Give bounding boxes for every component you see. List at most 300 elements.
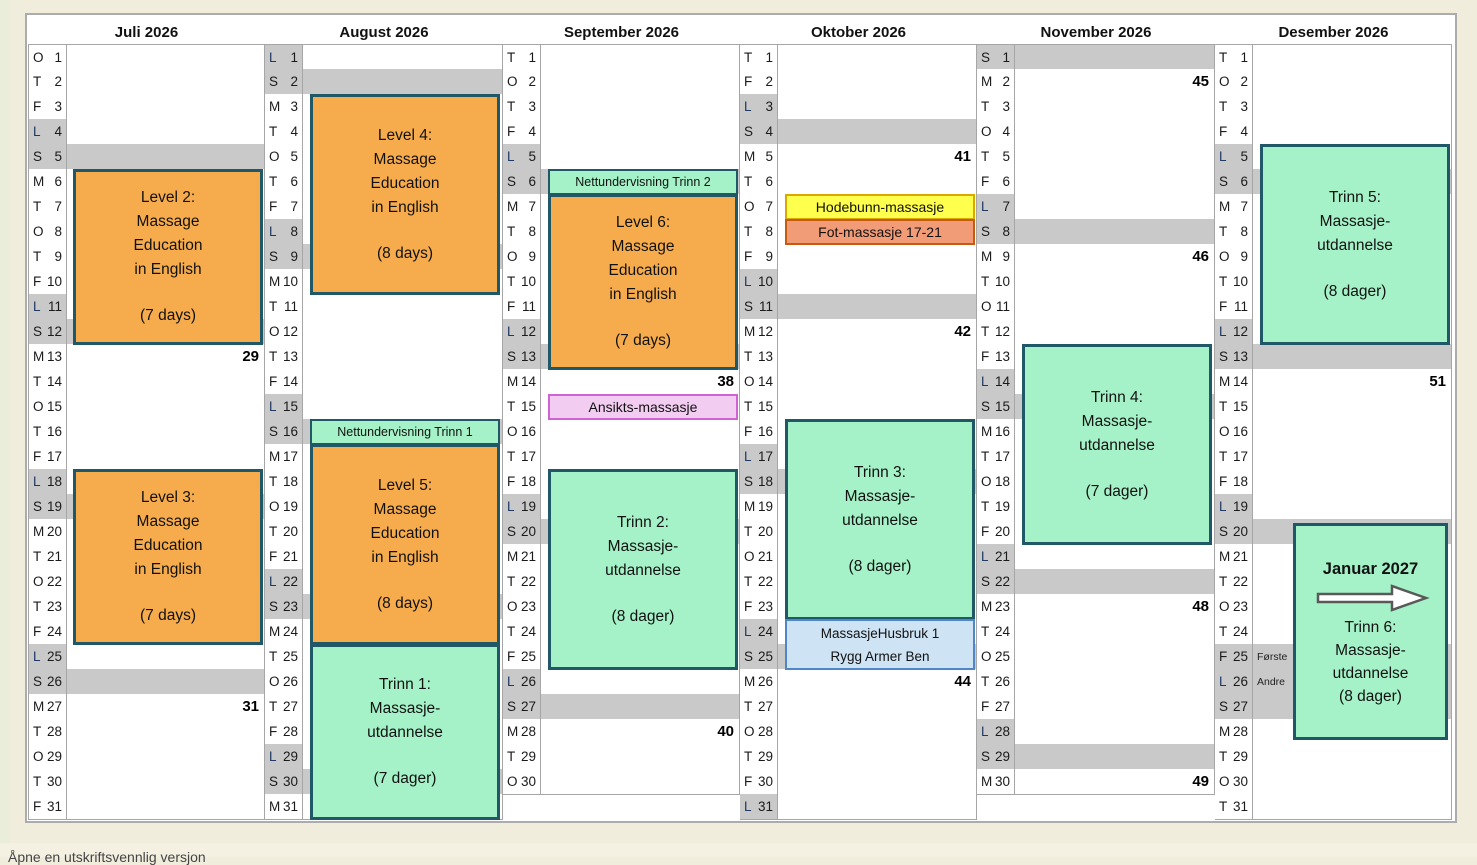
event-level-3[interactable] — [73, 469, 263, 645]
day-cell — [265, 694, 303, 719]
day-row-content — [1253, 494, 1451, 519]
day-row-content — [1253, 69, 1451, 94]
day-cell — [977, 769, 1015, 794]
day-cell — [1215, 194, 1253, 219]
day-letter: O — [507, 74, 518, 89]
day-row-content — [1253, 344, 1451, 369]
day-cell — [740, 294, 778, 319]
day-number: 2 — [290, 74, 298, 89]
day-row-content — [778, 94, 976, 119]
day-number: 22 — [994, 574, 1010, 589]
day-number: 15 — [282, 399, 298, 414]
day-row — [740, 169, 977, 195]
day-row — [740, 744, 977, 770]
day-number: 9 — [290, 249, 298, 264]
day-cell — [503, 94, 541, 119]
day-letter: L — [269, 399, 277, 414]
week-number: 48 — [1192, 598, 1209, 615]
day-cell — [503, 169, 541, 194]
event-ansikts-massasje[interactable] — [548, 394, 738, 420]
day-letter: T — [1219, 49, 1228, 65]
day-cell — [503, 269, 541, 294]
day-cell — [1215, 319, 1253, 344]
day-letter: L — [1219, 499, 1227, 514]
day-cell — [740, 544, 778, 569]
day-letter: O — [744, 549, 755, 564]
day-cell — [265, 45, 303, 69]
event-text-line: Massasje- — [1335, 641, 1406, 659]
day-cell — [1215, 419, 1253, 444]
day-number: 16 — [520, 424, 536, 439]
day-row-content — [1015, 69, 1214, 94]
day-cell — [29, 344, 67, 369]
day-number: 8 — [765, 224, 773, 239]
day-cell — [1215, 169, 1253, 194]
day-row — [977, 769, 1215, 795]
month-title-oktober-2026: Oktober 2026 — [810, 24, 907, 41]
day-cell — [740, 719, 778, 744]
day-letter: T — [1219, 799, 1228, 814]
event-text-line: (7 days) — [140, 607, 196, 624]
day-cell — [503, 444, 541, 469]
event-text-line: (7 dager) — [1085, 482, 1149, 500]
day-letter: F — [507, 474, 516, 489]
day-row — [977, 244, 1215, 270]
day-letter: M — [981, 249, 993, 264]
day-number: 13 — [46, 349, 62, 364]
day-number: 31 — [1232, 799, 1248, 814]
day-cell — [265, 769, 303, 794]
day-cell — [977, 594, 1015, 619]
day-letter: M — [1219, 199, 1231, 214]
event-text-line: Massage — [611, 238, 675, 255]
day-row-content — [1253, 394, 1451, 419]
event-text-line: Massasje- — [1319, 212, 1391, 230]
week-number: 40 — [717, 723, 734, 740]
day-number: 25 — [46, 649, 62, 664]
day-cell — [265, 644, 303, 669]
day-number: 8 — [54, 224, 62, 239]
day-number: 21 — [282, 549, 298, 564]
day-letter: O — [1219, 774, 1230, 789]
day-letter: S — [33, 499, 43, 514]
day-row-content — [1015, 294, 1214, 319]
event-text-line: MassasjeHusbruk 1 — [820, 625, 940, 641]
day-number: 18 — [46, 474, 62, 489]
day-letter: O — [33, 574, 44, 589]
day-number: 18 — [282, 474, 298, 489]
day-row-content — [778, 669, 976, 694]
bottom-link[interactable]: Åpne en utskriftsvennlig versjon — [8, 849, 206, 865]
day-row-content — [1015, 244, 1214, 269]
event-level-6[interactable] — [548, 194, 738, 370]
day-row-content — [1015, 669, 1214, 694]
day-row-content — [1253, 469, 1451, 494]
day-cell — [503, 544, 541, 569]
day-letter: T — [981, 274, 990, 289]
day-letter: L — [507, 674, 515, 689]
day-letter: L — [981, 199, 989, 214]
day-letter: O — [507, 774, 518, 789]
day-number: 8 — [1002, 224, 1010, 239]
event-text-line: Ansikts-massasje — [588, 399, 698, 415]
day-cell — [29, 444, 67, 469]
day-row-content — [67, 794, 264, 819]
event-januar-2027[interactable] — [1293, 523, 1448, 740]
week-number: 42 — [954, 323, 971, 340]
day-cell — [1215, 394, 1253, 419]
day-number: 28 — [282, 724, 298, 739]
day-letter: S — [981, 574, 991, 589]
day-row-content — [67, 444, 264, 469]
day-cell — [503, 519, 541, 544]
day-number: 25 — [994, 649, 1010, 664]
day-row-content — [1015, 144, 1214, 169]
day-letter: M — [507, 374, 519, 389]
day-letter: S — [33, 674, 43, 689]
day-letter: F — [33, 449, 42, 464]
day-number: 5 — [765, 149, 773, 164]
day-row — [977, 294, 1215, 320]
day-letter: L — [744, 624, 752, 639]
day-row-content — [1015, 719, 1214, 744]
day-letter: F — [33, 799, 42, 814]
event-trinn-4[interactable] — [1022, 344, 1212, 545]
day-number: 7 — [54, 199, 62, 214]
right-arrow-icon — [1312, 583, 1430, 613]
event-text-line: Education — [370, 174, 440, 192]
day-cell — [740, 45, 778, 69]
day-number: 27 — [757, 699, 773, 714]
day-cell — [265, 369, 303, 394]
event-text-line: utdannelse — [842, 511, 918, 529]
day-letter: T — [507, 49, 516, 65]
event-text-line — [313, 745, 497, 767]
event-text-line: utdannelse — [1079, 436, 1155, 454]
day-row-content — [541, 719, 739, 744]
event-text-line: (8 dager) — [1323, 282, 1387, 300]
event-trinn-1[interactable] — [310, 644, 500, 820]
day-cell — [29, 594, 67, 619]
day-number: 31 — [46, 799, 62, 814]
day-letter: O — [1219, 424, 1230, 439]
day-cell — [740, 769, 778, 794]
day-row — [1215, 44, 1452, 70]
day-letter: L — [269, 224, 277, 239]
day-letter: L — [269, 574, 277, 589]
day-cell — [503, 219, 541, 244]
day-number: 13 — [520, 349, 536, 364]
event-level-2[interactable] — [73, 169, 263, 345]
page-left-margin — [0, 0, 10, 857]
day-row — [28, 94, 265, 120]
day-number: 29 — [520, 749, 536, 764]
event-massasjehusbruk-1[interactable] — [785, 619, 975, 670]
day-row — [28, 394, 265, 420]
day-number: 19 — [46, 499, 62, 514]
day-cell — [265, 219, 303, 244]
day-row-content — [67, 644, 264, 669]
day-number: 9 — [1240, 249, 1248, 264]
day-row — [503, 669, 740, 695]
day-number: 23 — [757, 599, 773, 614]
day-cell — [265, 319, 303, 344]
day-letter: F — [744, 74, 753, 89]
day-number: 12 — [757, 324, 773, 339]
day-letter: M — [507, 549, 519, 564]
day-letter: L — [507, 324, 515, 339]
day-number: 15 — [757, 399, 773, 414]
day-row-content — [67, 394, 264, 419]
day-letter: L — [981, 549, 989, 564]
day-cell — [977, 644, 1015, 669]
day-letter: M — [33, 699, 45, 714]
event-text-line: (8 dager) — [848, 557, 912, 575]
day-cell — [29, 669, 67, 694]
day-letter: L — [981, 724, 989, 739]
day-row — [28, 669, 265, 695]
day-cell — [740, 494, 778, 519]
day-cell — [1215, 569, 1253, 594]
day-row-content — [1015, 694, 1214, 719]
day-cell — [29, 219, 67, 244]
day-cell — [265, 519, 303, 544]
day-letter: F — [269, 724, 278, 739]
day-letter: M — [981, 74, 993, 89]
day-letter: O — [33, 749, 44, 764]
day-cell — [503, 194, 541, 219]
day-number: 19 — [994, 499, 1010, 514]
event-text-line: Hodebunn-massasje — [815, 199, 945, 215]
day-letter: L — [33, 474, 41, 489]
day-letter: M — [1219, 724, 1231, 739]
day-letter: M — [33, 524, 45, 539]
event-hodebunn-massasje[interactable] — [785, 194, 975, 220]
day-number: 27 — [520, 699, 536, 714]
day-cell — [977, 544, 1015, 569]
event-text-line: in English — [609, 286, 677, 303]
event-text-line: (8 days) — [377, 594, 433, 612]
day-row — [740, 369, 977, 395]
event-text-line: Nettundervisning Trinn 2 — [575, 175, 711, 189]
event-trinn-2[interactable] — [548, 469, 738, 670]
day-letter: T — [33, 549, 42, 564]
day-letter: T — [33, 374, 42, 389]
day-cell — [265, 744, 303, 769]
holiday-note: Første — [1257, 650, 1288, 663]
day-letter: T — [744, 49, 753, 65]
event-trinn-3[interactable] — [785, 419, 975, 620]
day-cell — [740, 169, 778, 194]
day-letter: S — [981, 399, 991, 414]
day-number: 10 — [1232, 274, 1248, 289]
day-number: 19 — [757, 499, 773, 514]
day-cell — [977, 294, 1015, 319]
event-fot-massasje-17-21[interactable] — [785, 219, 975, 245]
day-row-content — [303, 294, 502, 319]
day-row-content — [1015, 544, 1214, 569]
day-letter: T — [1219, 99, 1228, 114]
day-number: 8 — [528, 224, 536, 239]
day-letter: S — [981, 49, 991, 65]
day-cell — [265, 269, 303, 294]
day-row — [740, 394, 977, 420]
day-cell — [977, 194, 1015, 219]
day-number: 16 — [282, 424, 298, 439]
day-row — [977, 269, 1215, 295]
day-row-content — [541, 369, 739, 394]
day-cell — [1215, 94, 1253, 119]
day-cell — [265, 444, 303, 469]
day-cell — [977, 494, 1015, 519]
day-letter: O — [507, 424, 518, 439]
day-letter: T — [1219, 449, 1228, 464]
day-letter: S — [1219, 524, 1229, 539]
day-letter: S — [744, 649, 754, 664]
day-row — [28, 719, 265, 745]
day-letter: T — [507, 574, 516, 589]
day-number: 5 — [1240, 149, 1248, 164]
day-letter: T — [744, 574, 753, 589]
day-row-content — [67, 344, 264, 369]
day-cell — [29, 794, 67, 819]
day-number: 6 — [290, 174, 298, 189]
day-cell — [29, 244, 67, 269]
day-letter: F — [744, 424, 753, 439]
day-row-content — [778, 269, 976, 294]
day-row-content — [67, 769, 264, 794]
day-letter: M — [1219, 549, 1231, 564]
week-number: 31 — [242, 698, 259, 715]
day-letter: T — [269, 124, 278, 139]
day-row — [977, 719, 1215, 745]
day-number: 21 — [994, 549, 1010, 564]
day-letter: L — [33, 649, 41, 664]
day-cell — [265, 94, 303, 119]
day-letter: F — [33, 624, 42, 639]
day-number: 28 — [46, 724, 62, 739]
day-cell — [1215, 644, 1253, 669]
day-cell — [1215, 719, 1253, 744]
day-letter: S — [1219, 174, 1229, 189]
day-cell — [740, 94, 778, 119]
day-number: 17 — [520, 449, 536, 464]
day-number: 1 — [54, 49, 62, 65]
day-row-content — [303, 369, 502, 394]
day-row-content — [778, 719, 976, 744]
day-number: 5 — [1002, 149, 1010, 164]
day-letter: O — [744, 199, 755, 214]
day-letter: T — [269, 349, 278, 364]
day-letter: T — [981, 449, 990, 464]
day-row — [977, 744, 1215, 770]
day-number: 24 — [520, 624, 536, 639]
day-number: 2 — [765, 74, 773, 89]
day-number: 11 — [995, 299, 1010, 314]
event-level-4[interactable] — [310, 94, 500, 295]
day-letter: S — [1219, 699, 1229, 714]
day-number: 13 — [994, 349, 1010, 364]
day-row-content — [778, 744, 976, 769]
day-cell — [265, 244, 303, 269]
day-row — [503, 444, 740, 470]
day-cell — [740, 469, 778, 494]
day-cell — [977, 519, 1015, 544]
day-number: 14 — [757, 374, 773, 389]
day-cell — [503, 119, 541, 144]
day-row-content — [1253, 94, 1451, 119]
day-cell — [29, 45, 67, 69]
day-row — [503, 694, 740, 720]
day-number: 7 — [1002, 199, 1010, 214]
day-row-content — [541, 69, 739, 94]
day-letter: M — [269, 274, 281, 289]
day-row — [265, 44, 503, 70]
event-text-line: Massasje- — [607, 537, 679, 555]
day-cell — [29, 194, 67, 219]
day-cell — [740, 519, 778, 544]
day-cell — [503, 494, 541, 519]
day-number: 15 — [1232, 399, 1248, 414]
day-row-content — [778, 69, 976, 94]
day-number: 13 — [1232, 349, 1248, 364]
day-number: 30 — [1232, 774, 1248, 789]
event-nettundervisning-trinn-1[interactable] — [310, 419, 500, 445]
day-letter: L — [744, 799, 752, 814]
day-row-content — [1015, 94, 1214, 119]
event-level-5[interactable] — [310, 444, 500, 645]
day-cell — [1215, 794, 1253, 819]
day-number: 28 — [1232, 724, 1248, 739]
day-row-content — [1253, 794, 1451, 819]
day-cell — [1215, 494, 1253, 519]
day-row — [740, 44, 977, 70]
event-text-line: Education — [608, 262, 678, 279]
day-cell — [503, 244, 541, 269]
day-number: 10 — [520, 274, 536, 289]
day-letter: S — [33, 149, 43, 164]
day-number: 17 — [994, 449, 1010, 464]
event-trinn-5[interactable] — [1260, 144, 1450, 345]
day-row-content — [303, 319, 502, 344]
event-nettundervisning-trinn-2[interactable] — [548, 169, 738, 195]
day-number: 3 — [1002, 99, 1010, 114]
day-number: 25 — [282, 649, 298, 664]
day-number: 20 — [994, 524, 1010, 539]
day-letter: F — [1219, 649, 1228, 664]
event-text-line: Education — [133, 537, 203, 554]
day-letter: O — [981, 474, 992, 489]
day-number: 17 — [1232, 449, 1248, 464]
day-cell — [265, 544, 303, 569]
day-row — [1215, 419, 1452, 445]
day-cell — [740, 344, 778, 369]
day-letter: O — [981, 124, 992, 139]
day-number: 14 — [46, 374, 62, 389]
day-letter: S — [744, 299, 754, 314]
event-text-line: Massage — [136, 213, 200, 230]
day-cell — [265, 294, 303, 319]
event-text-line: in English — [134, 261, 202, 278]
day-cell — [740, 144, 778, 169]
day-row — [265, 69, 503, 95]
day-cell — [977, 569, 1015, 594]
day-number: 4 — [54, 124, 62, 139]
day-row — [740, 244, 977, 270]
day-cell — [740, 369, 778, 394]
day-letter: O — [507, 249, 518, 264]
day-row — [977, 694, 1215, 720]
